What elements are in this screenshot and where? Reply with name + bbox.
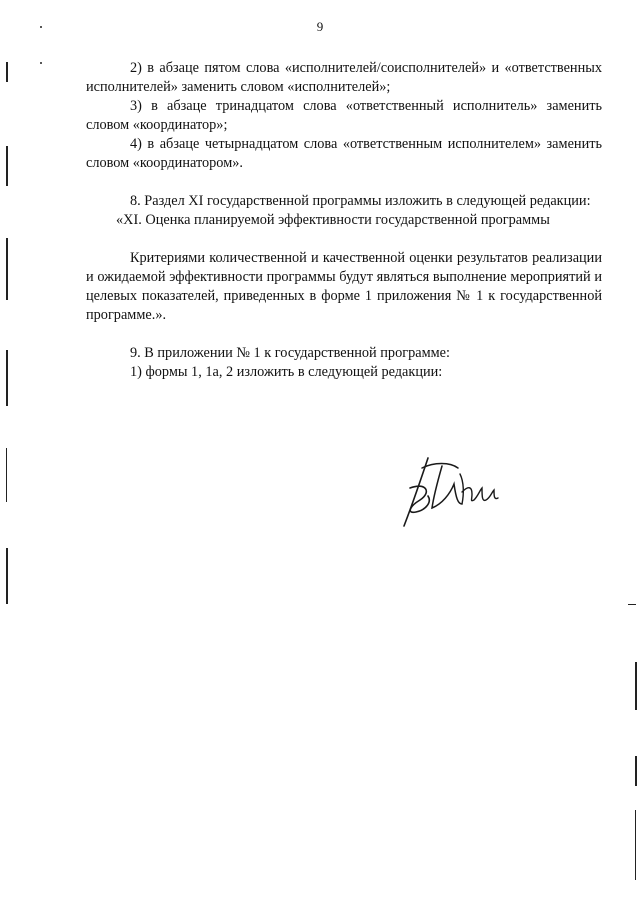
spacer (86, 325, 602, 344)
scan-edge-mark (6, 146, 8, 186)
scan-dot (40, 62, 42, 64)
page-number: 9 (316, 19, 324, 34)
scan-edge-mark (628, 604, 636, 605)
paragraph-item-4: 4) в абзаце четырнадцатом слова «ответственным исполнителем» заменить словом «координатором». (86, 136, 602, 171)
paragraph-section-9: 9. В приложении № 1 к государственной программе: (130, 345, 450, 361)
document-body (86, 59, 602, 382)
scan-edge-mark (6, 350, 8, 406)
scan-edge-mark (6, 62, 8, 82)
paragraph-item-2: 2) в абзаце пятом слова «исполнителей/соисполнителей» и «ответственных исполнителей» заменить словом «исполнителей»; (86, 60, 602, 95)
scan-edge-mark (635, 662, 637, 710)
spacer (86, 173, 602, 192)
section-heading-xi: «XI. Оценка планируемой эффективности государственной программы (116, 212, 550, 228)
scan-edge-mark (6, 238, 8, 300)
handwritten-signature (398, 448, 510, 532)
scan-edge-mark (6, 548, 8, 604)
scan-dot (40, 26, 42, 28)
scan-edge-mark (6, 448, 7, 502)
paragraph-forms: 1) формы 1, 1а, 2 изложить в следующей редакции: (130, 364, 443, 380)
paragraph-item-3: 3) в абзаце тринадцатом слова «ответственный исполнитель» заменить словом «координатор»; (86, 98, 602, 133)
scan-edge-mark (635, 756, 637, 786)
paragraph-section-8: 8. Раздел XI государственной программы изложить в следующей редакции: (130, 193, 591, 209)
scan-edge-mark (635, 810, 636, 880)
spacer (86, 230, 602, 249)
paragraph-criteria: Критериями количественной и качественной оценки результатов реализации и ожидаемой эффективности программы будут являться выполнение мероприятий и целевых показателей, приведенных в форме 1 приложения № 1 к государственной программе.». (86, 250, 602, 323)
